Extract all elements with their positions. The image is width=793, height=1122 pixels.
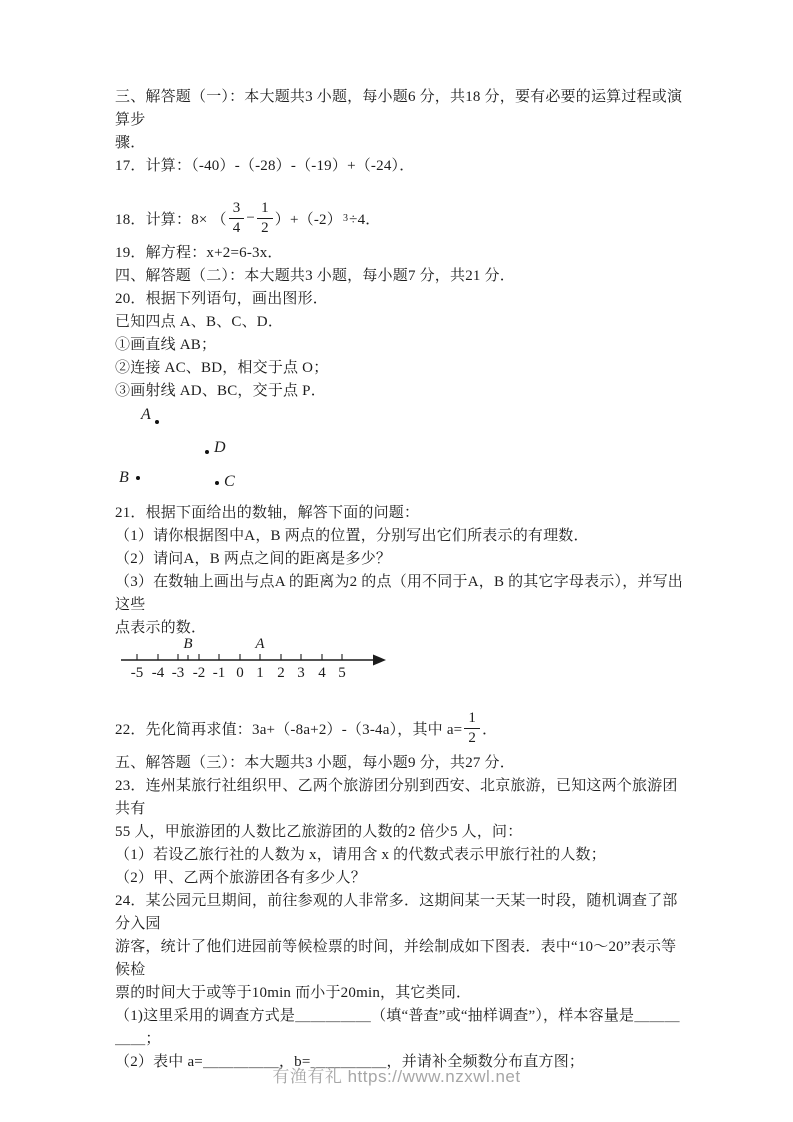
point-c-dot — [215, 481, 219, 485]
question-24-line2: 游客，统计了他们进园前等候检票的时间，并绘制成如下图表．表中“10～20”表示等候检 — [115, 939, 677, 978]
q18-exponent: 3 — [342, 212, 349, 224]
fraction-one-half — [257, 200, 273, 237]
q22-prefix: 22．先化简再求值：3a+（-8a+2）-（3-4a），其中 a= — [115, 721, 463, 738]
point-d-label: D — [214, 439, 226, 456]
tick-label-zero: 0 — [236, 665, 244, 681]
question-24-line1: 24．某公园元旦期间，前往参观的人非常多．这期间某一天某一时段，随机调查了部分入园 — [115, 893, 678, 932]
footer-watermark: 有渔有礼 https://www.nzxwl.net — [272, 1067, 521, 1086]
question-20-line2: 已知四点 A、B、C、D． — [115, 314, 284, 330]
fraction-numerator: 1 — [464, 710, 480, 729]
question-21-line1: 21．根据下面给出的数轴，解答下面的问题： — [115, 505, 420, 521]
tick-label-5: 5 — [338, 665, 346, 681]
exam-content — [115, 86, 683, 1074]
fraction-three-fourths — [229, 200, 245, 237]
question-19: 19．解方程：x+2=6-3x． — [115, 245, 283, 261]
question-21-line5: 点表示的数． — [115, 620, 207, 636]
question-21-line4: （3）在数轴上画出与点A 的距离为2 的点（用不同于A，B 的其它字母表示），并写出这些 — [115, 574, 683, 613]
point-b-dot — [136, 476, 140, 480]
fraction-one-half — [464, 710, 480, 747]
fraction-denominator: 4 — [232, 219, 241, 236]
point-a-dot — [155, 420, 159, 424]
q20-points-figure — [115, 406, 375, 502]
question-20-line5: ③画射线 AD、BC，交于点 P． — [115, 383, 326, 399]
point-a-label: A — [141, 406, 151, 423]
question-20-line1: 20．根据下列语句，画出图形． — [115, 291, 329, 307]
fraction-denominator: 2 — [261, 219, 269, 236]
question-21-line2: （1）请你根据图中A，B 两点的位置，分别写出它们所表示的有理数． — [115, 528, 589, 544]
section4-header: 四、解答题（二）：本大题共3 小题，每小题7 分，共21 分． — [115, 268, 515, 284]
question-20-line4: ②连接 AC、BD，相交于点 O； — [115, 360, 329, 376]
question-18 — [115, 194, 683, 242]
fraction-numerator: 3 — [229, 200, 245, 219]
tick-label-minus3: -3 — [171, 665, 185, 681]
question-20-line3: ①画直线 AB； — [115, 337, 217, 353]
tick-label-minus1: -1 — [212, 665, 226, 681]
question-24-line4: （1)这里采用的调查方式是＿＿＿＿＿（填“普查”或“抽样调查”），样本容量是＿＿＿＿＿； — [115, 1008, 680, 1047]
question-23-line4: （2）甲、乙两个旅游团各有多少人？ — [115, 870, 366, 886]
section3-header-line1: 三、解答题（一）：本大题共3 小题，每小题6 分，共18 分，要有必要的运算过程或演算步 — [115, 89, 683, 128]
section5-header: 五、解答题（三）：本大题共3 小题，每小题9 分，共27 分． — [115, 755, 515, 771]
tick-label-2: 2 — [277, 665, 285, 681]
tick-label-minus4: -4 — [151, 665, 165, 681]
question-24-line5: （2）表中 a=＿＿＿＿＿，b=＿＿＿＿＿，并请补全频数分布直方图； — [115, 1054, 585, 1070]
tick-label-3: 3 — [297, 665, 305, 681]
tick-label-4: 4 — [318, 665, 326, 681]
number-line-arrowhead — [373, 655, 386, 666]
q18-prefix: 18．计算：8× （ — [115, 211, 227, 228]
fraction-numerator: 1 — [257, 200, 273, 219]
q18-middle: ）+（-2） — [274, 211, 342, 228]
question-23-line2: 55 人，甲旅游团的人数比乙旅游团的人数的2 倍少5 人，问： — [115, 824, 523, 840]
question-17: 17．计算：（-40）-（-28）-（-19）+（-24）． — [115, 158, 415, 174]
fraction-denominator: 2 — [468, 729, 477, 746]
tick-label-1: 1 — [256, 665, 264, 681]
q21-number-line — [121, 634, 393, 686]
point-c-label: C — [224, 473, 235, 490]
question-21-line3: （2）请问A，B 两点之间的距离是多少？ — [115, 551, 392, 567]
tick-label-minus5: -5 — [130, 665, 144, 681]
question-23-line1: 23．连州某旅行社组织甲、乙两个旅游团分别到西安、北京旅游，已知这两个旅游团共有 — [115, 778, 678, 817]
section3-header-line2: 骤． — [115, 135, 146, 151]
question-23-line3: （1）若设乙旅行社的人数为 x，请用含 x 的代数式表示甲旅行社的人数； — [115, 847, 606, 863]
q18-tail: ÷4． — [349, 211, 381, 228]
question-24-line3: 票的时间大于或等于10min 而小于20min，其它类同． — [115, 985, 472, 1001]
question-22 — [115, 704, 683, 752]
point-b-label: B — [119, 469, 129, 486]
number-line-point-a-label: A — [255, 636, 265, 652]
number-line-point-b-label: B — [183, 636, 193, 652]
q22-tail: ． — [482, 721, 498, 738]
tick-label-minus2: -2 — [192, 665, 206, 681]
q18-minus: − — [246, 209, 256, 226]
point-d-dot — [205, 450, 209, 454]
